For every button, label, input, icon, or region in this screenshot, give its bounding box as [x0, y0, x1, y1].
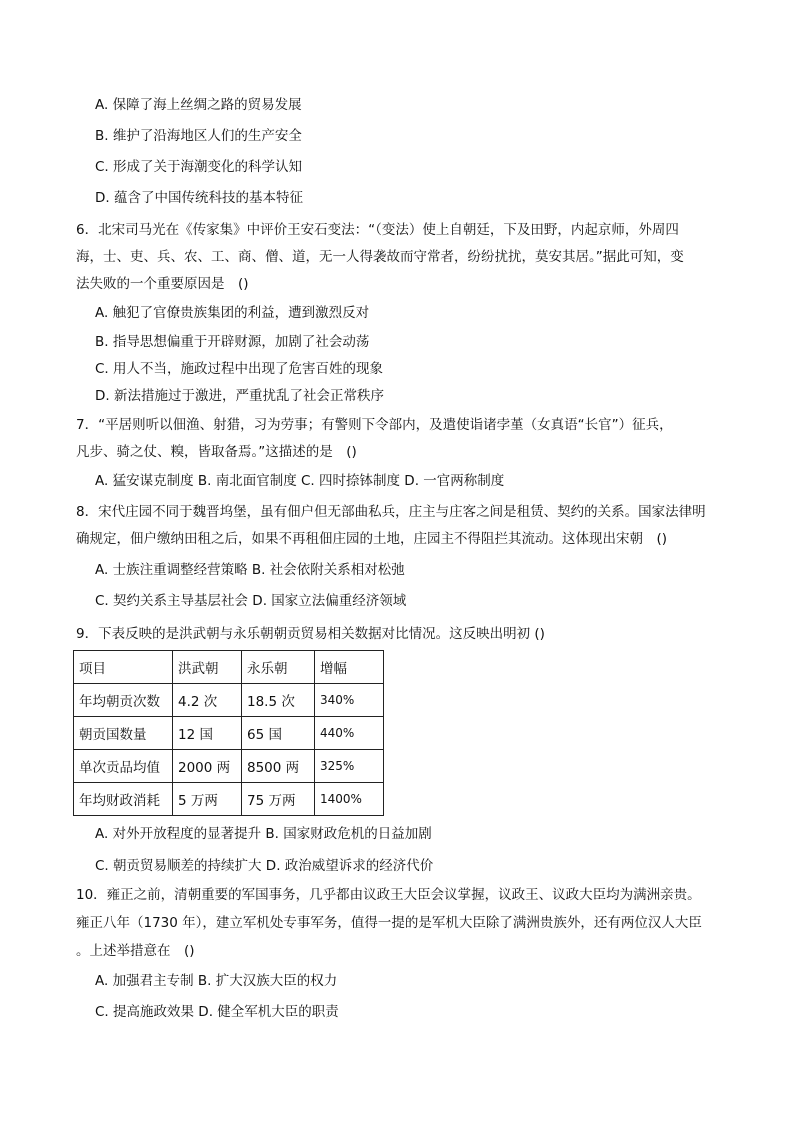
table-cell: 8500 两 [242, 750, 315, 783]
table-cell: 340% [315, 684, 384, 717]
table-cell: 65 国 [242, 717, 315, 750]
tribute-data-table [73, 650, 384, 816]
table-cell: 2000 两 [173, 750, 242, 783]
table-cell: 朝贡国数量 [74, 717, 173, 750]
table-row [74, 750, 384, 783]
q9-options-ab[interactable]: A. 对外开放程度的显著提升 B. 国家财政危机的日益加剧 [95, 826, 432, 842]
q5-option-a[interactable]: A. 保障了海上丝绸之路的贸易发展 [95, 97, 302, 113]
table-cell: 12 国 [173, 717, 242, 750]
table-cell: 年均财政消耗 [74, 783, 173, 816]
q6-stem-line-3: 法失败的一个重要原因是 () [76, 276, 249, 292]
table-cell: 18.5 次 [242, 684, 315, 717]
table-header-cell: 项目 [74, 651, 173, 684]
q7-stem-line-1: 7．“平居则听以佃渔、射猎，习为劳事；有警则下令部内，及遣使诣诸孛堇（女真语“长官”）征兵， [76, 417, 673, 433]
q7-options[interactable]: A. 猛安谋克制度 B. 南北面官制度 C. 四时捺钵制度 D. 一官两称制度 [95, 473, 505, 489]
table-row [74, 684, 384, 717]
q9-stem-line-1: 9．下表反映的是洪武朝与永乐朝朝贡贸易相关数据对比情况。这反映出明初 () [76, 626, 545, 642]
table-row [74, 717, 384, 750]
q7-stem-line-2: 凡步、骑之仗、糗，皆取备焉。”这描述的是 () [76, 444, 357, 460]
q6-option-d[interactable]: D. 新法措施过于激进，严重扰乱了社会正常秩序 [95, 388, 384, 404]
table-header-cell: 永乐朝 [242, 651, 315, 684]
table-cell: 5 万两 [173, 783, 242, 816]
table-row [74, 783, 384, 816]
q6-stem-line-1: 6．北宋司马光在《传家集》中评价王安石变法：“（变法）使上自朝廷，下及田野，内起京师，外周四 [76, 222, 679, 238]
q5-option-b[interactable]: B. 维护了沿海地区人们的生产安全 [95, 128, 302, 144]
q10-stem-line-2: 雍正八年（1730 年），建立军机处专事军务，值得一提的是军机大臣除了满洲贵族外，还有两位汉人大臣 [76, 915, 702, 931]
q10-stem-line-1: 10．雍正之前，清朝重要的军国事务，几乎都由议政王大臣会议掌握，议政王、议政大臣均为满洲亲贵。 [76, 887, 701, 903]
table-cell: 325% [315, 750, 384, 783]
q10-stem-line-3: 。上述举措意在 () [76, 943, 195, 959]
q5-option-c[interactable]: C. 形成了关于海潮变化的科学认知 [95, 159, 303, 175]
q6-option-c[interactable]: C. 用人不当，施政过程中出现了危害百姓的现象 [95, 361, 384, 377]
q10-options-cd[interactable]: C. 提高施政效果 D. 健全军机大臣的职责 [95, 1004, 339, 1020]
q8-stem-line-2: 确规定，佃户缴纳田租之后，如果不再租佃庄园的土地，庄园主不得阻拦其流动。这体现出宋朝 () [76, 531, 668, 547]
table-header-row [74, 651, 384, 684]
table-cell: 4.2 次 [173, 684, 242, 717]
q6-option-b[interactable]: B. 指导思想偏重于开辟财源，加剧了社会动荡 [95, 334, 370, 350]
q6-option-a[interactable]: A. 触犯了官僚贵族集团的利益，遭到激烈反对 [95, 305, 370, 321]
table-cell: 75 万两 [242, 783, 315, 816]
q6-stem-line-2: 海，士、吏、兵、农、工、商、僧、道，无一人得袭故而守常者，纷纷扰扰，莫安其居。”据此可知，变 [76, 249, 684, 265]
q9-options-cd[interactable]: C. 朝贡贸易顺差的持续扩大 D. 政治威望诉求的经济代价 [95, 858, 434, 874]
table-header-cell: 增幅 [315, 651, 384, 684]
q8-stem-line-1: 8．宋代庄园不同于魏晋坞堡，虽有佃户但无部曲私兵，庄主与庄客之间是租赁、契约的关系。国家法律明 [76, 504, 706, 520]
table-cell: 单次贡品均值 [74, 750, 173, 783]
table-cell: 440% [315, 717, 384, 750]
table-cell: 1400% [315, 783, 384, 816]
q10-options-ab[interactable]: A. 加强君主专制 B. 扩大汉族大臣的权力 [95, 973, 338, 989]
table-cell: 年均朝贡次数 [74, 684, 173, 717]
q8-options-ab[interactable]: A. 士族注重调整经营策略 B. 社会依附关系相对松弛 [95, 562, 405, 578]
table-header-cell: 洪武朝 [173, 651, 242, 684]
q5-option-d[interactable]: D. 蕴含了中国传统科技的基本特征 [95, 190, 303, 206]
q8-options-cd[interactable]: C. 契约关系主导基层社会 D. 国家立法偏重经济领域 [95, 593, 407, 609]
